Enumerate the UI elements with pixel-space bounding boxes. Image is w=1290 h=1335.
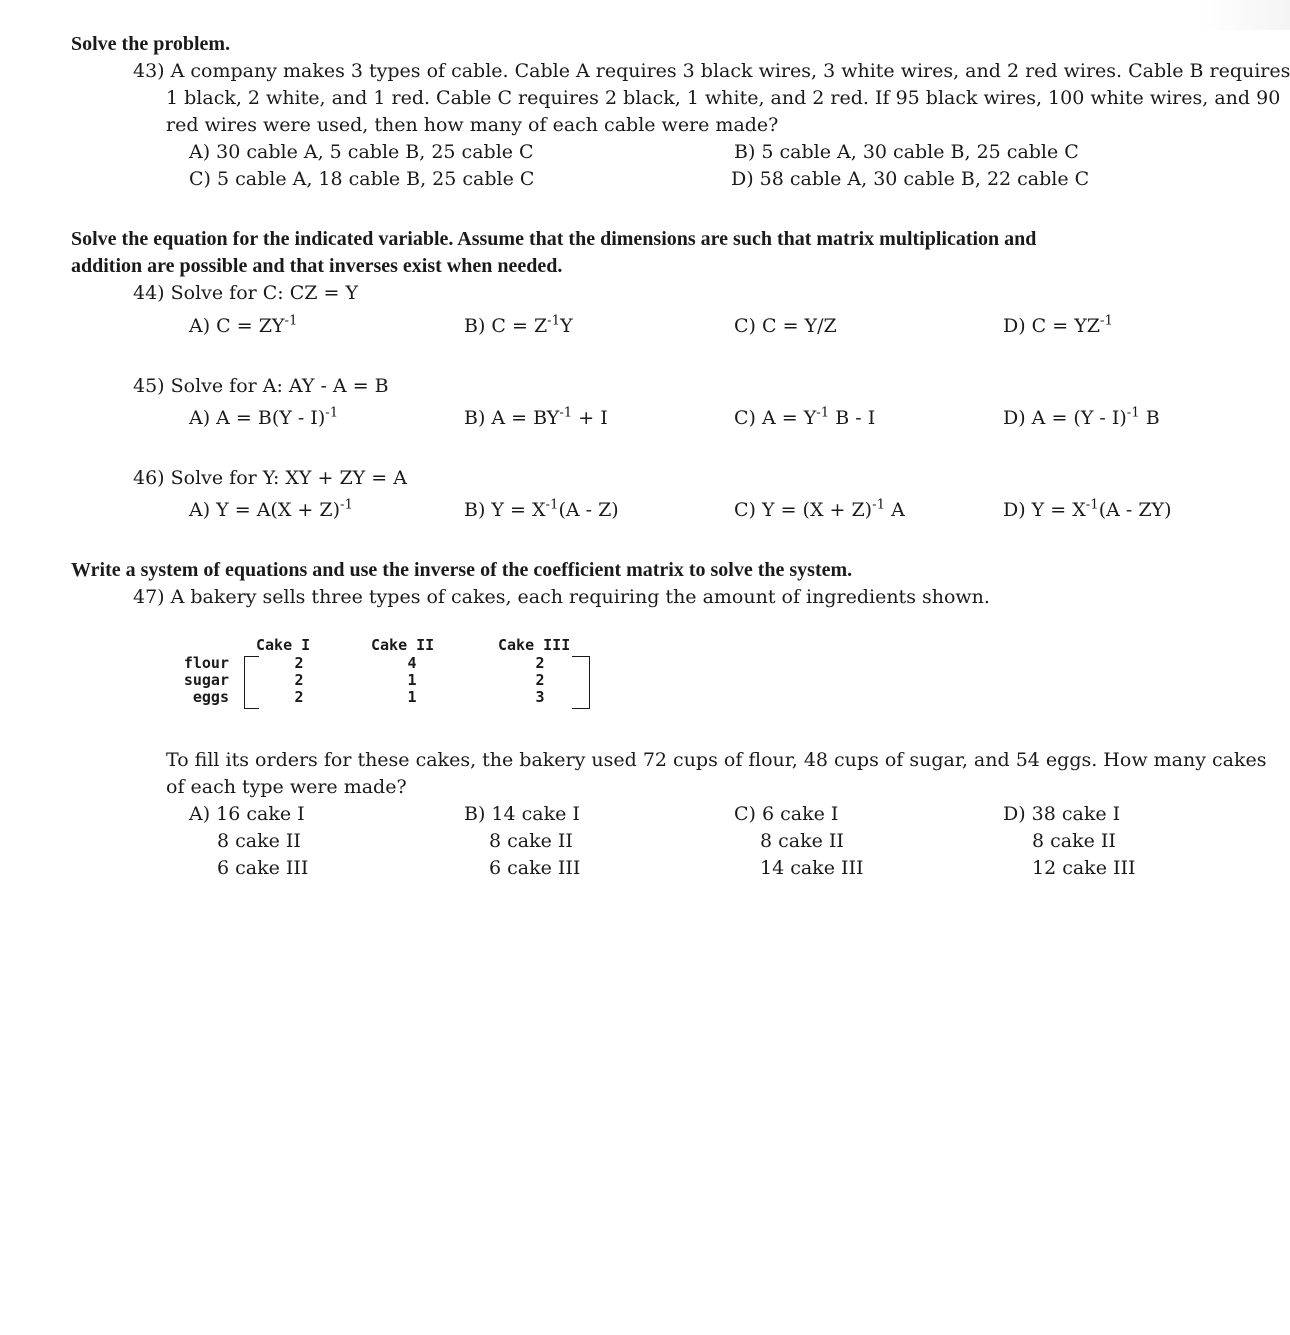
- section-heading-solve-equation-line2: addition are possible and that inverses exist when needed.: [71, 255, 563, 277]
- q44-prompt: 44) Solve for C: CZ = Y: [133, 282, 359, 304]
- q43-text-line2: 1 black, 2 white, and 1 red. Cable C requires 2 black, 1 white, and 2 red. If 95 black wires, 100 white wires, and 90: [166, 87, 1281, 109]
- q47-paragraph-line2: of each type were made?: [166, 776, 407, 798]
- q44-choice-a[interactable]: A) $C = ZY^{-1}$: [189, 313, 298, 337]
- q44-choice-d[interactable]: D) $C = YZ^{-1}$: [1003, 313, 1113, 337]
- choice-line: 8 cake II: [760, 830, 844, 852]
- q43-choice-d[interactable]: D) 58 cable A, 30 cable B, 22 cable C: [731, 168, 1090, 190]
- matrix-cell: 3: [535, 688, 545, 706]
- matrix-col-header: Cake I: [256, 636, 311, 654]
- matrix-cell: 2: [535, 654, 545, 672]
- choice-line: 8 cake II: [489, 830, 573, 852]
- matrix-cell: 1: [407, 671, 417, 689]
- choice-line: 12 cake III: [1032, 857, 1136, 879]
- q45-choice-b[interactable]: B) $A = BY^{-1} + I$: [464, 405, 608, 429]
- q46-choice-c[interactable]: C) $Y = (X + Z)^{-1}$ A: [734, 497, 905, 521]
- q43-choice-a[interactable]: A) 30 cable A, 5 cable B, 25 cable C: [189, 141, 534, 163]
- matrix-cell: 1: [407, 688, 417, 706]
- q45-choice-d[interactable]: D) A = (Y - I)$^{-1}$ B: [1003, 405, 1160, 429]
- choice-line: C) 6 cake I: [734, 803, 839, 825]
- q44-choice-c[interactable]: C) C = Y/Z: [734, 315, 837, 337]
- q44-choice-b[interactable]: B) $C = Z^{-1}Y$: [464, 313, 573, 337]
- q45-choice-c[interactable]: C) $A = Y^{-1}$ B - I: [734, 405, 876, 429]
- q43-choice-c[interactable]: C) 5 cable A, 18 cable B, 25 cable C: [189, 168, 535, 190]
- matrix-cell: 2: [294, 654, 304, 672]
- choice-line: 8 cake II: [217, 830, 301, 852]
- q43-text-line3: red wires were used, then how many of each cable were made?: [166, 114, 779, 136]
- q46-choice-d[interactable]: D) $Y = X^{-1}(A - ZY)$: [1003, 497, 1172, 521]
- q46-choice-b[interactable]: B) $Y = X^{-1}(A - Z)$: [464, 497, 619, 521]
- q45-prompt: 45) Solve for A: AY - A = B: [133, 375, 389, 397]
- choice-line: A) 16 cake I: [189, 803, 305, 825]
- q47-paragraph-line1: To fill its orders for these cakes, the bakery used 72 cups of flour, 48 cups of sugar, and 54 eggs. How many cakes: [166, 749, 1267, 771]
- q46-choice-a[interactable]: A) $Y = A(X + Z)^{-1}$: [189, 497, 353, 521]
- q47-text-line1: 47) A bakery sells three types of cakes, each requiring the amount of ingredients shown.: [133, 586, 990, 608]
- q43-choice-b[interactable]: B) 5 cable A, 30 cable B, 25 cable C: [734, 141, 1079, 163]
- choice-line: 8 cake II: [1032, 830, 1116, 852]
- matrix-cell: 2: [535, 671, 545, 689]
- matrix-cell: 2: [294, 688, 304, 706]
- section-heading-solve-equation-line1: Solve the equation for the indicated variable. Assume that the dimensions are such that matrix multiplication and: [71, 228, 1037, 250]
- matrix-left-bracket: [244, 656, 259, 709]
- choice-line: 6 cake III: [217, 857, 309, 879]
- matrix-cell: 2: [294, 671, 304, 689]
- matrix-col-header: Cake II: [371, 636, 435, 654]
- choice-line: B) 14 cake I: [464, 803, 580, 825]
- scan-shadow: [1200, 0, 1290, 30]
- q43-text-line1: 43) A company makes 3 types of cable. Cable A requires 3 black wires, 3 white wires, and 2 red wires. Cable B requires: [133, 60, 1290, 82]
- matrix-col-header: Cake III: [498, 636, 571, 654]
- choice-line: 14 cake III: [760, 857, 864, 879]
- section-heading-system-of-equations: Write a system of equations and use the inverse of the coefficient matrix to solve the system.: [71, 559, 853, 581]
- choice-line: 6 cake III: [489, 857, 581, 879]
- section-heading-solve-problem: Solve the problem.: [71, 33, 231, 55]
- q46-prompt: 46) Solve for Y: XY + ZY = A: [133, 467, 407, 489]
- matrix-row-label: flour: [183, 654, 229, 672]
- choice-line: D) 38 cake I: [1003, 803, 1121, 825]
- matrix-row-label: eggs: [192, 688, 229, 706]
- matrix-cell: 4: [407, 654, 417, 672]
- matrix-row-label: sugar: [183, 671, 229, 689]
- matrix-right-bracket: [572, 656, 590, 709]
- q45-choice-a[interactable]: A) A = B(Y - I)$^{-1}$: [189, 405, 339, 429]
